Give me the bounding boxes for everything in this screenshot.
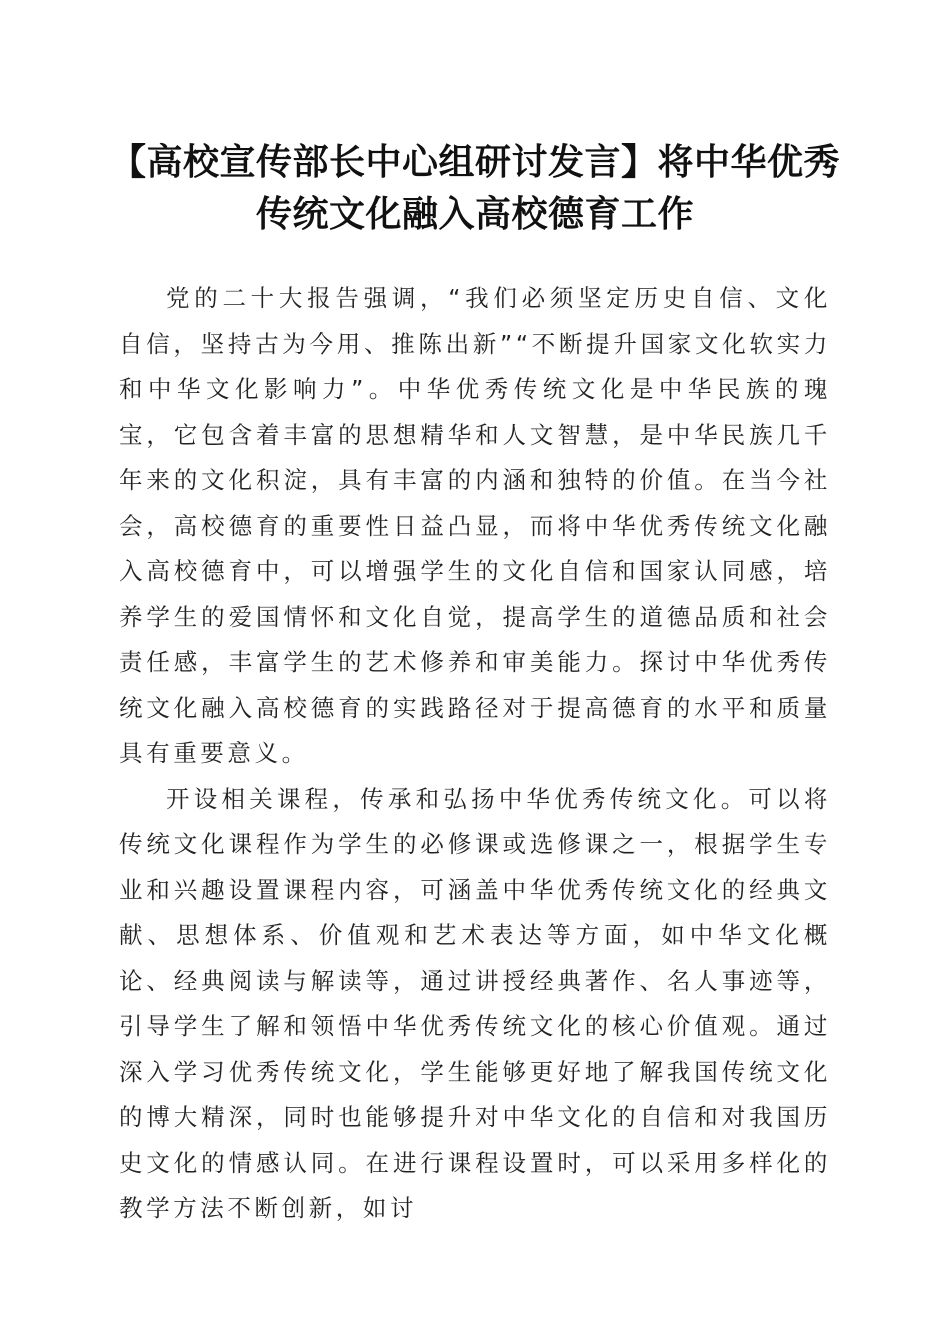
- paragraph-2: 开设相关课程，传承和弘扬中华优秀传统文化。可以将传统文化课程作为学生的必修课或选修课之一，根据学生专业和兴趣设置课程内容，可涵盖中华优秀传统文化的经典文献、思想体系、价值观和艺术表达等方面，如中华文化概论、经典阅读与解读等，通过讲授经典著作、名人事迹等，引导学生了解和领悟中华优秀传统文化的核心价值观。通过深入学习优秀传统文化，学生能够更好地了解我国传统文化的博大精深，同时也能够提升对中华文化的自信和对我国历史文化的情感认同。在进行课程设置时，可以采用多样化的教学方法不断创新，如讨: [119, 784, 831, 1222]
- document-title: [110, 136, 840, 240]
- title-line-2: 传统文化融入高校德育工作: [255, 193, 694, 235]
- paragraph-1: 党的二十大报告强调，“我们必须坚定历史自信、文化自信，坚持古为今用、推陈出新”“不断提升国家文化软实力和中华文化影响力”。中华优秀传统文化是中华民族的瑰宝，它包含着丰富的思想精华和人文智慧，是中华民族几千年来的文化积淀，具有丰富的内涵和独特的价值。在当今社会，高校德育的重要性日益凸显，而将中华优秀传统文化融入高校德育中，可以增强学生的文化自信和国家认同感，培养学生的爱国情怀和文化自觉，提高学生的道德品质和社会责任感，丰富学生的艺术修养和审美能力。探讨中华优秀传统文化融入高校德育的实践路径对于提高德育的水平和质量具有重要意义。: [119, 284, 831, 767]
- title-line-1: 【高校宣传部长中心组研讨发言】将中华优秀: [110, 141, 841, 183]
- document-body: [119, 276, 831, 1232]
